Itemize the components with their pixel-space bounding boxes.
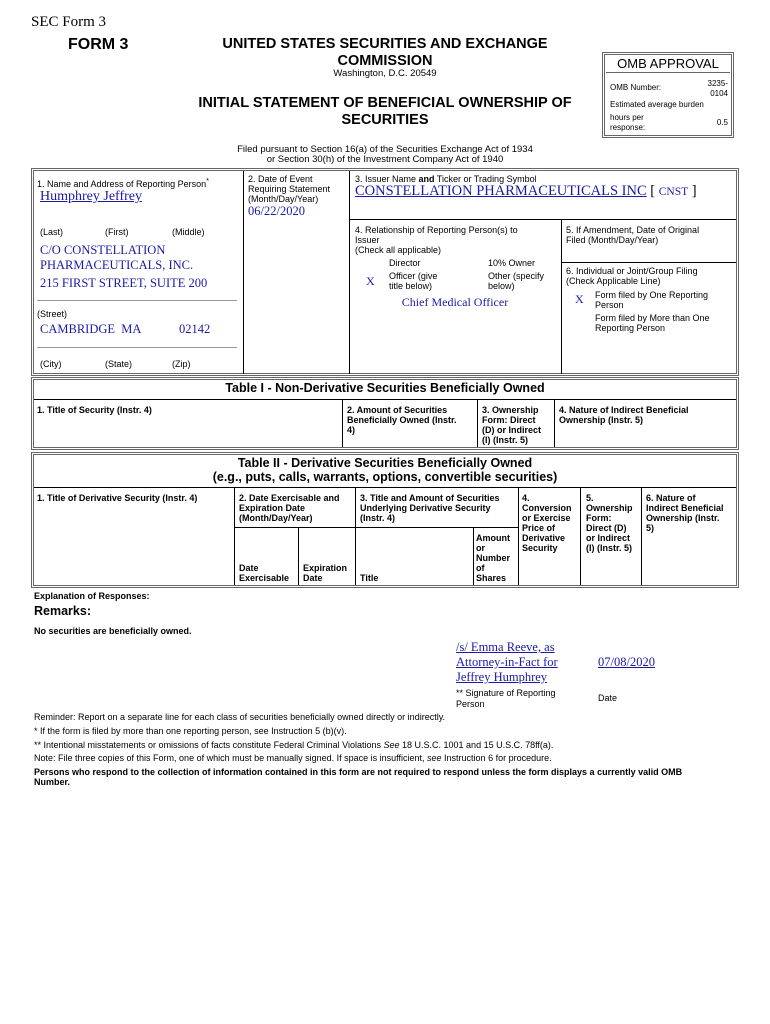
signature[interactable]: /s/ Emma Reeve, as Attorney-in-Fact for Jeffrey Humphrey bbox=[456, 640, 558, 684]
more-person-option: Form filed by More than One Reporting Person bbox=[595, 313, 710, 333]
hours-value: 0.5 bbox=[716, 118, 728, 127]
issuer-name-ticker: CONSTELLATION PHARMACEUTICALS INC [ CNST ] bbox=[355, 183, 697, 199]
officer-option: Officer (give title below) bbox=[389, 271, 438, 291]
note-copies: Note: File three copies of this Form, one of which must be manually signed. If space is insufficient, see Instruction 6 for procedure. bbox=[34, 753, 552, 763]
table2-col-amount-shares: Amount or Number of Shares bbox=[476, 533, 511, 583]
city-state: CAMBRIDGE MA bbox=[40, 322, 142, 336]
table2-col-title: 1. Title of Derivative Security (Instr. 4) bbox=[37, 493, 198, 503]
middle-label: (Middle) bbox=[172, 227, 205, 237]
agency-title: UNITED STATES SECURITIES AND EXCHANGE COMMISSION bbox=[222, 36, 548, 69]
signature-label: ** Signature of Reporting Person bbox=[456, 688, 556, 709]
table1-col-title: 1. Title of Security (Instr. 4) bbox=[37, 405, 152, 415]
last-label: (Last) bbox=[40, 227, 64, 237]
table2-col-underlying: 3. Title and Amount of Securities Underlying Derivative Security (Instr. 4) bbox=[360, 493, 500, 523]
filed-pursuant-line1: Filed pursuant to Section 16(a) of the Securities Exchange Act of 1934 bbox=[237, 144, 533, 155]
table2-col-ownership: 5. Ownership Form: Direct (D) or Indirect (I) (Instr. 5) bbox=[586, 493, 633, 553]
ten-percent-owner-option: 10% Owner bbox=[488, 258, 536, 268]
table2-col-expiration-date: Expiration Date bbox=[303, 563, 348, 583]
filed-pursuant-line2: or Section 30(h) of the Investment Company Act of 1940 bbox=[266, 154, 504, 165]
table1-title: Table I - Non-Derivative Securities Beneficially Owned bbox=[225, 381, 545, 395]
box4-label: 4. Relationship of Reporting Person(s) to Issuer (Check all applicable) bbox=[355, 225, 518, 255]
burden-label: Estimated average burden bbox=[610, 100, 704, 109]
omb-disclaimer: Persons who respond to the collection of information contained in this form are not required to respond unless the form displays a currently valid OMB Number. bbox=[34, 767, 683, 787]
reporting-address: C/O CONSTELLATION PHARMACEUTICALS, INC. 215 FIRST STREET, SUITE 200 bbox=[40, 243, 208, 290]
other-option: Other (specify below) bbox=[488, 271, 545, 291]
officer-title: Chief Medical Officer bbox=[401, 295, 509, 309]
city-label: (City) bbox=[40, 359, 62, 369]
box6-label: 6. Individual or Joint/Group Filing (Check Applicable Line) bbox=[566, 266, 698, 286]
signature-date[interactable]: 07/08/2020 bbox=[598, 655, 655, 669]
form-number: FORM 3 bbox=[68, 36, 129, 53]
table2-col-underlying-title: Title bbox=[360, 573, 379, 583]
box3-label: 3. Issuer Name and Ticker or Trading Symbol bbox=[355, 174, 537, 184]
table2-col-nature: 6. Nature of Indirect Beneficial Ownership (Instr. 5) bbox=[646, 493, 724, 533]
reminder-text: Reminder: Report on a separate line for each class of securities beneficially owned directly or indirectly. bbox=[34, 712, 446, 722]
date-label: Date bbox=[598, 693, 618, 703]
box5-label: 5. If Amendment, Date of Original Filed (Month/Day/Year) bbox=[566, 225, 700, 245]
first-label: (First) bbox=[105, 227, 129, 237]
table1-col-nature: 4. Nature of Indirect Beneficial Ownership (Instr. 5) bbox=[559, 405, 689, 425]
table1-col-amount: 2. Amount of Securities Beneficially Owned (Instr. 4) bbox=[347, 405, 457, 435]
state-label: (State) bbox=[105, 359, 133, 369]
table2-col-date-exercisable: Date Exercisable bbox=[239, 563, 290, 583]
remarks-label: Remarks: bbox=[34, 604, 91, 618]
omb-approval-title: OMB APPROVAL bbox=[606, 56, 730, 73]
table2-col-dates: 2. Date Exercisable and Expiration Date (Month/Day/Year) bbox=[239, 493, 340, 523]
sec-form-label: SEC Form 3 bbox=[31, 14, 107, 30]
reporting-person-name[interactable]: Humphrey Jeffrey bbox=[40, 189, 142, 204]
one-person-checkmark: X bbox=[575, 292, 584, 306]
agency-location: Washington, D.C. 20549 bbox=[333, 68, 437, 79]
zip-label: (Zip) bbox=[172, 359, 191, 369]
explanation-label: Explanation of Responses: bbox=[34, 591, 150, 601]
ticker-symbol: CNST bbox=[658, 186, 689, 198]
hours-label: hours per response: bbox=[610, 113, 646, 132]
officer-checkmark: X bbox=[366, 274, 375, 288]
zip-code: 02142 bbox=[179, 322, 211, 336]
box1-label: 1. Name and Address of Reporting Person* bbox=[37, 176, 210, 189]
street-label: (Street) bbox=[37, 309, 68, 319]
remarks-text: No securities are beneficially owned. bbox=[34, 626, 192, 636]
table2-col-conversion: 4. Conversion or Exercise Price of Derivative Security bbox=[522, 493, 572, 553]
note-multiple-persons: * If the form is filed by more than one reporting person, see Instruction 5 (b)(v). bbox=[34, 726, 347, 736]
director-option: Director bbox=[389, 258, 421, 268]
issuer-name-link[interactable]: CONSTELLATION PHARMACEUTICALS INC bbox=[355, 183, 647, 199]
omb-number-value: 3235- 0104 bbox=[707, 79, 728, 98]
table1-col-ownership: 3. Ownership Form: Direct (D) or Indirect (I) (Instr. 5) bbox=[482, 405, 542, 445]
event-date: 06/22/2020 bbox=[248, 204, 305, 218]
statement-title: INITIAL STATEMENT OF BENEFICIAL OWNERSHIP OF SECURITIES bbox=[198, 95, 572, 128]
table2-title: Table II - Derivative Securities Beneficially Owned (e.g., puts, calls, warrants, options, convertible securities) bbox=[212, 456, 558, 484]
omb-number-label: OMB Number: bbox=[610, 83, 662, 92]
box2-label: 2. Date of Event Requiring Statement (Month/Day/Year) bbox=[248, 174, 331, 204]
note-misstatements: ** Intentional misstatements or omissions of facts constitute Federal Criminal Violations See 18 U.S.C. 1001 and 15 U.S.C. 78ff(a). bbox=[34, 740, 554, 750]
one-person-option: Form filed by One Reporting Person bbox=[595, 290, 709, 310]
